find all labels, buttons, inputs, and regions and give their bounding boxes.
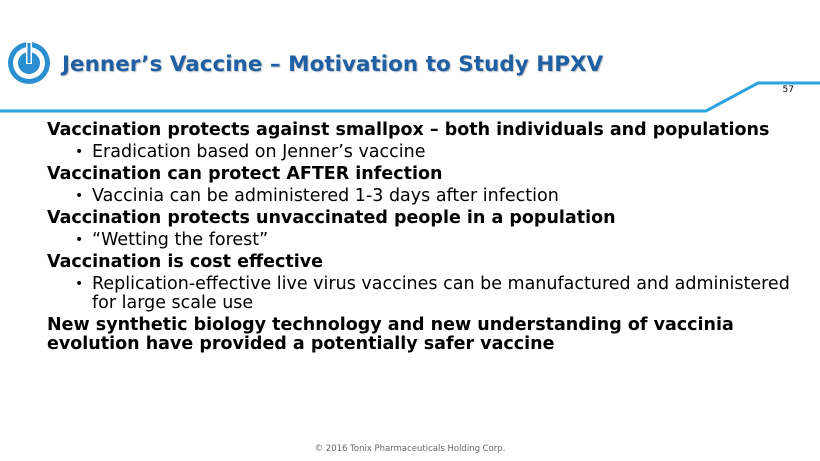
heading-synthetic-biology: New synthetic biology technology and new understanding of vaccinia evolution have provided a potentially safer vaccine <box>47 315 734 354</box>
bullet-text: Vaccinia can be administered 1-3 days after infection <box>92 186 559 206</box>
heading-protect-after-infection: Vaccination can protect AFTER infection <box>47 164 443 184</box>
bullet-dot: • <box>75 232 84 248</box>
page-number: 57 <box>782 85 794 95</box>
bullet-dot: • <box>75 188 84 204</box>
bullet-text: “Wetting the forest” <box>92 230 269 250</box>
bullet-vaccinia-days <box>47 187 807 206</box>
bullet-dot: • <box>75 276 84 292</box>
heading-protects-smallpox: Vaccination protects against smallpox – both individuals and populations <box>47 120 770 140</box>
bullet-dot: • <box>75 144 84 160</box>
slide-title: Jenner’s Vaccine – Motivation to Study HPXV <box>62 52 604 77</box>
bullet-replication-effective <box>47 275 807 313</box>
heading-cost-effective: Vaccination is cost effective <box>47 252 324 272</box>
bullet-text: Eradication based on Jenner’s vaccine <box>92 142 426 162</box>
bullet-text: Replication-effective live virus vaccines can be manufactured and administered for large scale use <box>92 274 790 313</box>
copyright-footer: © 2016 Tonix Pharmaceuticals Holding Corp. <box>314 444 506 454</box>
bullet-eradication <box>47 143 807 162</box>
bullet-wetting-forest <box>47 231 807 250</box>
heading-protects-unvaccinated: Vaccination protects unvaccinated people in a population <box>47 208 616 228</box>
slide-body <box>47 121 807 354</box>
